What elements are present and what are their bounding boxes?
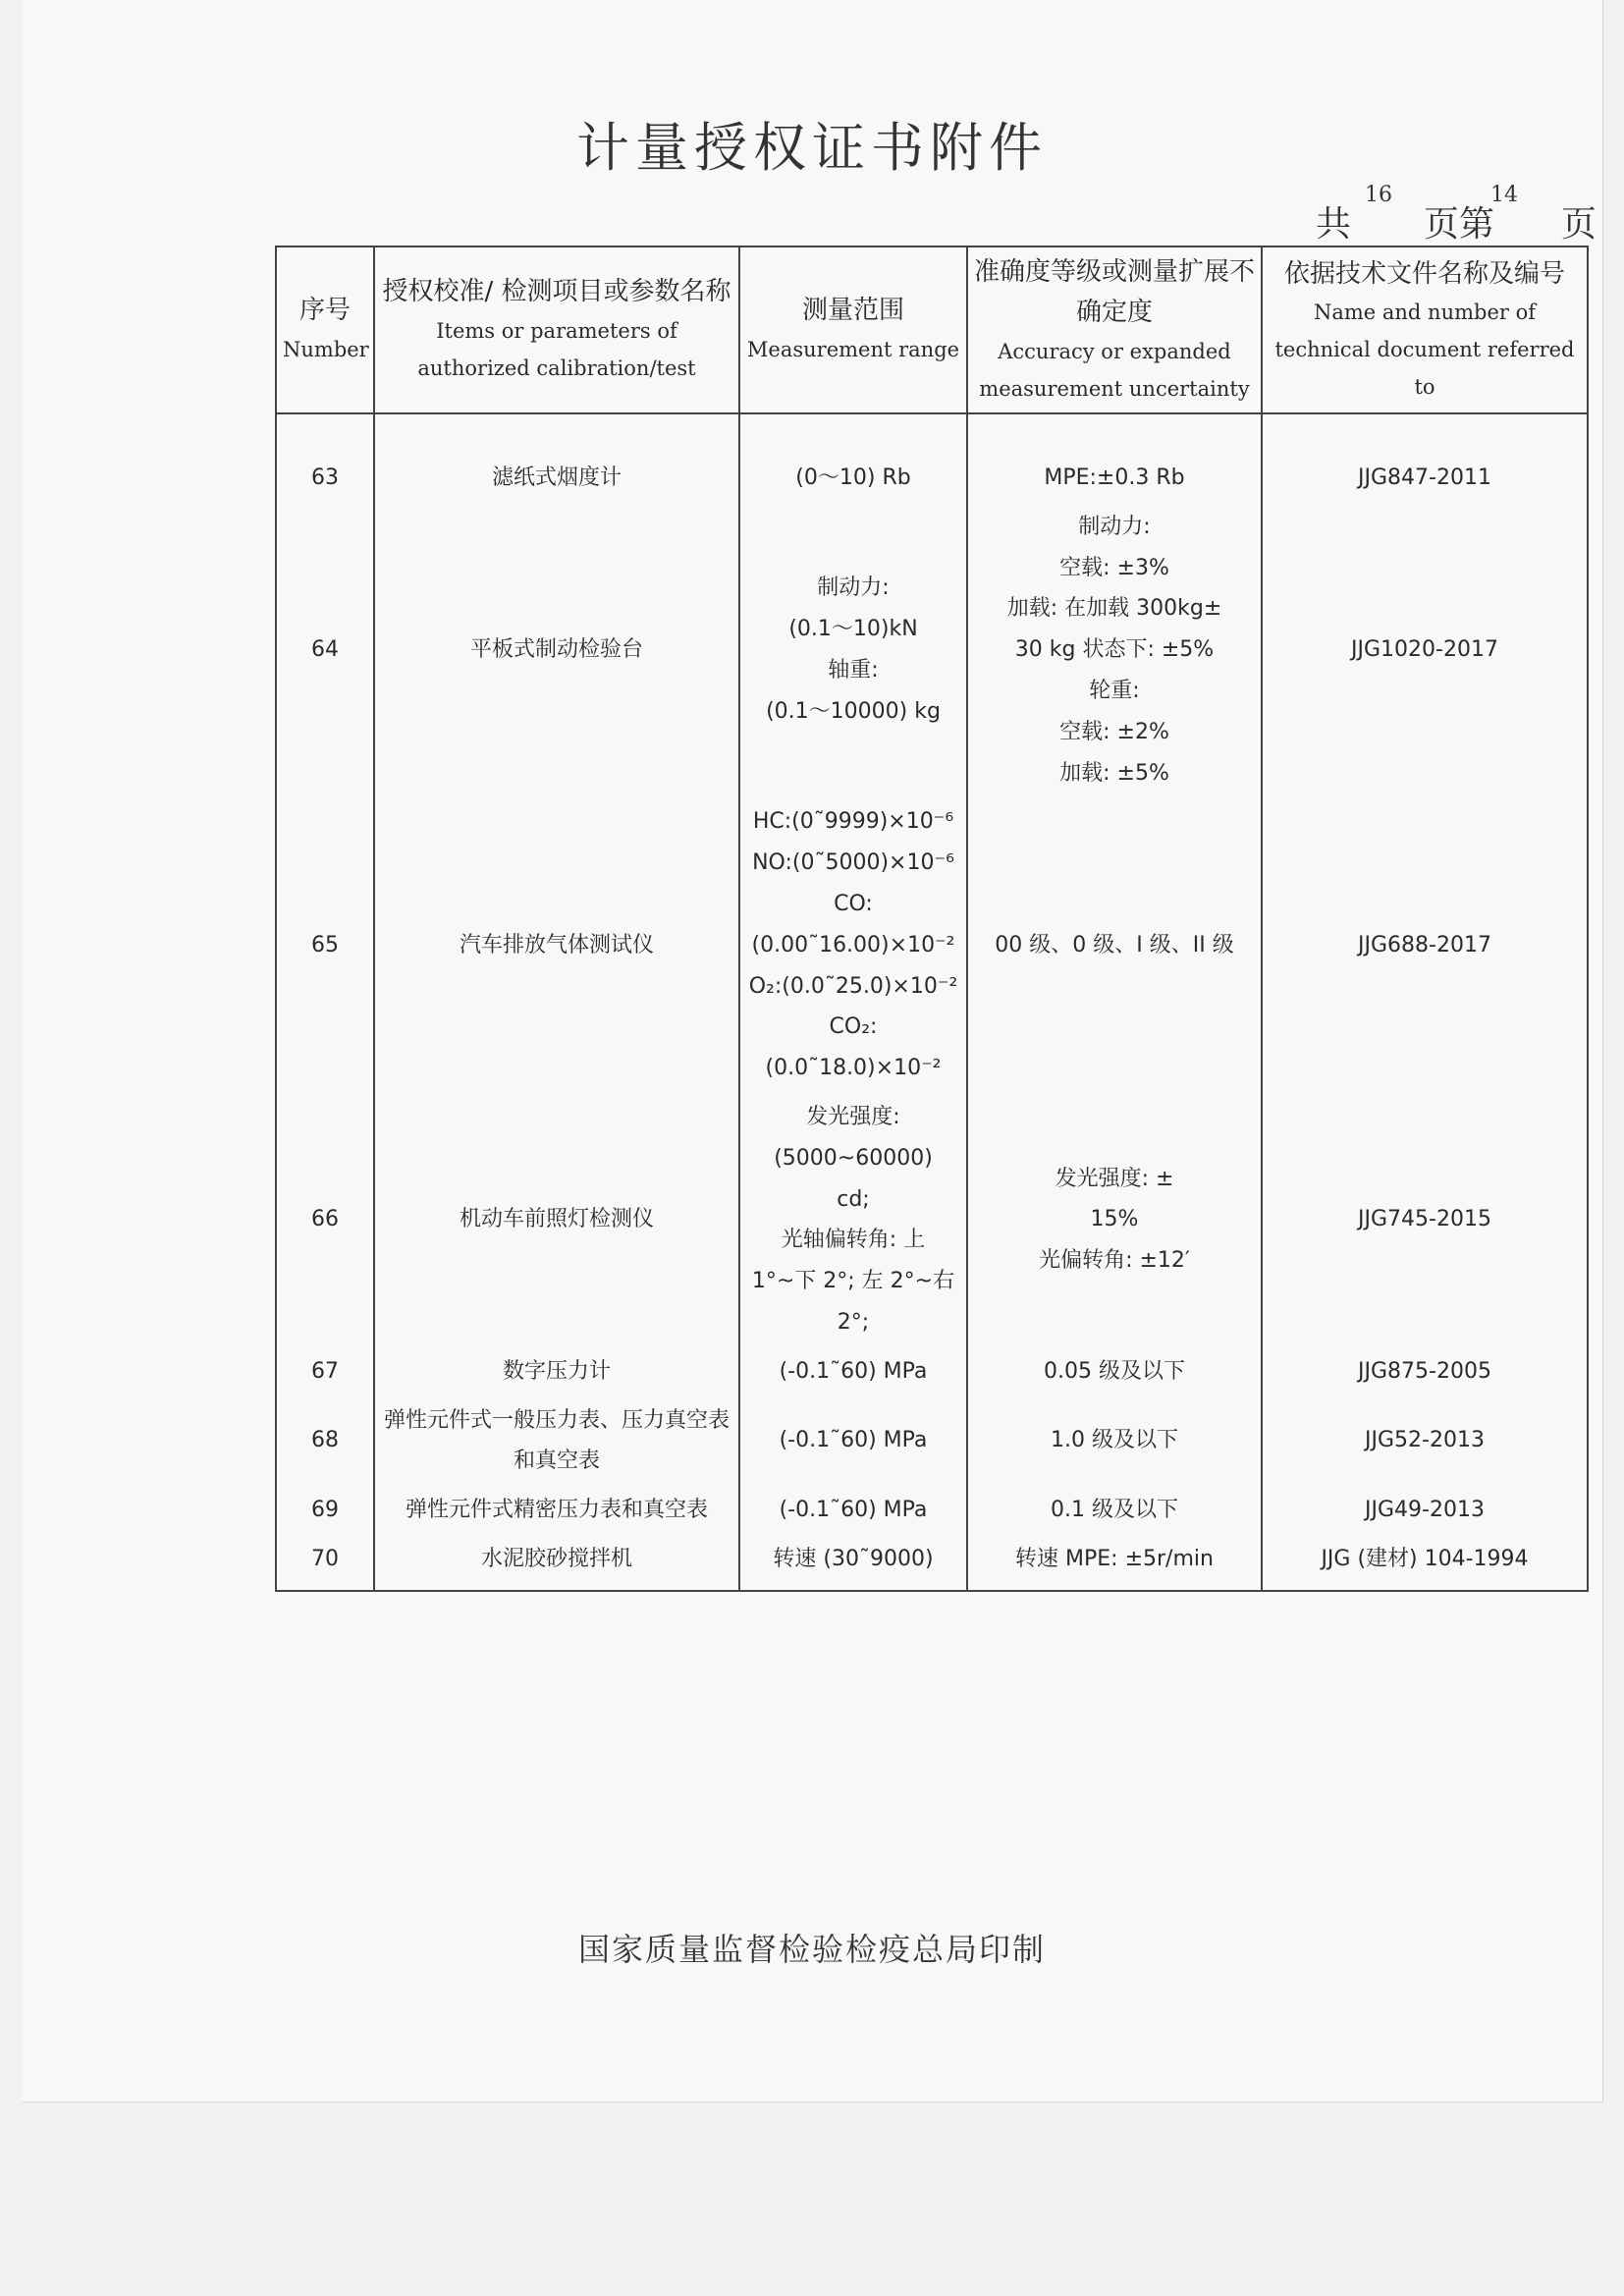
table-row [276, 1535, 1588, 1591]
cell-accuracy-line: 15% [1090, 1207, 1139, 1232]
cell-range-line: 转速 (30˜9000) [773, 1546, 934, 1571]
table-row [276, 797, 1588, 1093]
cell-accuracy-line: 加载: 在加载 300kg± [1006, 596, 1222, 622]
cell-item: 弹性元件式一般压力表、压力真空表和真空表 [374, 1396, 739, 1487]
cell-range-line: (0.1～10)kN [788, 617, 918, 642]
cell-document: JJG (建材) 104-1994 [1262, 1535, 1588, 1591]
cell-document: JJG52-2013 [1262, 1396, 1588, 1487]
cell-accuracy-line: 空载: ±2% [1059, 719, 1169, 744]
cell-item: 滤纸式烟度计 [374, 413, 739, 503]
cell-number: 63 [276, 413, 374, 503]
footer-issuer: 国家质量监督检验检疫总局印制 [577, 1931, 1046, 1968]
cell-accuracy [967, 797, 1262, 1093]
cell-item: 弹性元件式精密压力表和真空表 [374, 1486, 739, 1535]
table-row [276, 413, 1588, 503]
cell-number: 68 [276, 1396, 374, 1487]
cell-item: 水泥胶砂搅拌机 [374, 1535, 739, 1591]
page-count [1316, 183, 1600, 245]
cell-range [739, 1396, 967, 1487]
cell-item: 汽车排放气体测试仪 [374, 797, 739, 1093]
cell-number: 69 [276, 1486, 374, 1535]
cell-accuracy [967, 1396, 1262, 1487]
current-page: 14 [1490, 183, 1518, 207]
cell-range-line: (-0.1˜60) MPa [779, 1498, 928, 1523]
table-header-row [276, 246, 1588, 413]
cell-accuracy [967, 1535, 1262, 1591]
cell-range-line: (0.1～10000) kg [766, 698, 941, 724]
cell-range-line: cd; [837, 1186, 870, 1212]
cell-number: 70 [276, 1535, 374, 1591]
cell-accuracy-line: 加载: ±5% [1059, 760, 1169, 786]
cell-range-line: 制动力: [817, 575, 890, 601]
total-pages: 16 [1365, 183, 1392, 207]
cell-range [739, 1093, 967, 1347]
page-count-middle: 页第 [1424, 204, 1495, 245]
cell-number: 64 [276, 503, 374, 798]
cell-range-line: 轴重: [828, 658, 879, 683]
cell-accuracy [967, 1093, 1262, 1347]
cell-number: 66 [276, 1093, 374, 1347]
header-accuracy: 准确度等级或测量扩展不确定度 Accuracy or expanded measurement uncertainty [967, 246, 1262, 413]
cell-accuracy-line: 转速 MPE: ±5r/min [1015, 1546, 1214, 1571]
cell-accuracy-line: MPE:±0.3 Rb [1044, 465, 1185, 490]
cell-range-line: CO₂:(0.0˜18.0)×10⁻² [765, 1014, 942, 1081]
cell-accuracy-line: 1.0 级及以下 [1051, 1428, 1178, 1453]
header-item: 授权校准/ 检测项目或参数名称 Items or parameters of authorized calibration/test [374, 246, 739, 413]
cell-document: JJG847-2011 [1262, 413, 1588, 503]
cell-number: 67 [276, 1347, 374, 1396]
cell-range-line: NO:(0˜5000)×10⁻⁶ [752, 850, 954, 876]
cell-range-line: 发光强度: [806, 1104, 900, 1129]
cell-document: JJG1020-2017 [1262, 503, 1588, 798]
cell-range-line: 2°; [837, 1309, 870, 1335]
cell-range-line: 1°~下 2°; 左 2°~右 [751, 1269, 955, 1294]
cell-range-line: (0～10) Rb [795, 465, 911, 490]
cell-range-line: O₂:(0.0˜25.0)×10⁻² [748, 973, 958, 999]
cell-item: 数字压力计 [374, 1347, 739, 1396]
header-document: 依据技术文件名称及编号 Name and number of technical document referred to [1262, 246, 1588, 413]
cell-item: 机动车前照灯检测仪 [374, 1093, 739, 1347]
cell-range-line: (-0.1˜60) MPa [779, 1358, 928, 1384]
cell-accuracy [967, 1486, 1262, 1535]
cell-range-line: CO:(0.00˜16.00)×10⁻² [751, 891, 955, 957]
cell-range [739, 1347, 967, 1396]
cell-range [739, 503, 967, 798]
table-row [276, 1093, 1588, 1347]
cell-document: JJG745-2015 [1262, 1093, 1588, 1347]
cell-range-line: HC:(0˜9999)×10⁻⁶ [752, 809, 954, 835]
table-row [276, 1396, 1588, 1487]
cell-accuracy-line: 空载: ±3% [1059, 555, 1169, 580]
cell-item: 平板式制动检验台 [374, 503, 739, 798]
cell-accuracy-line: 制动力: [1078, 514, 1151, 539]
page-count-prefix: 共 [1316, 204, 1352, 245]
cell-range-line: 光轴偏转角: 上 [781, 1228, 926, 1253]
header-number: 序号 Number [276, 246, 374, 413]
cell-range-line: (5000~60000) [774, 1145, 933, 1171]
table-row [276, 1347, 1588, 1396]
cell-accuracy-line: 00 级、0 级、I 级、II 级 [995, 932, 1234, 957]
cell-accuracy-line: 0.1 级及以下 [1051, 1498, 1178, 1523]
table-body [276, 413, 1588, 1591]
authorization-table [275, 246, 1589, 1592]
document-title: 计量授权证书附件 [576, 117, 1048, 179]
cell-accuracy [967, 413, 1262, 503]
cell-accuracy [967, 503, 1262, 798]
table-row [276, 1486, 1588, 1535]
cell-document: JJG49-2013 [1262, 1486, 1588, 1535]
cell-document: JJG875-2005 [1262, 1347, 1588, 1396]
cell-number: 65 [276, 797, 374, 1093]
cell-accuracy [967, 1347, 1262, 1396]
cell-range-line: (-0.1˜60) MPa [779, 1428, 928, 1453]
cell-accuracy-line: 光偏转角: ±12′ [1039, 1248, 1190, 1274]
table-row [276, 503, 1588, 798]
cell-accuracy-line: 发光强度: ± [1055, 1166, 1174, 1191]
header-range: 测量范围 Measurement range [739, 246, 967, 413]
cell-range [739, 1486, 967, 1535]
page-count-suffix: 页 [1561, 204, 1597, 245]
cell-range [739, 797, 967, 1093]
cell-range [739, 413, 967, 503]
cell-document: JJG688-2017 [1262, 797, 1588, 1093]
cell-range [739, 1535, 967, 1591]
cell-accuracy-line: 30 kg 状态下: ±5% [1014, 637, 1215, 663]
cell-accuracy-line: 轮重: [1089, 678, 1140, 703]
cell-accuracy-line: 0.05 级及以下 [1044, 1358, 1185, 1384]
